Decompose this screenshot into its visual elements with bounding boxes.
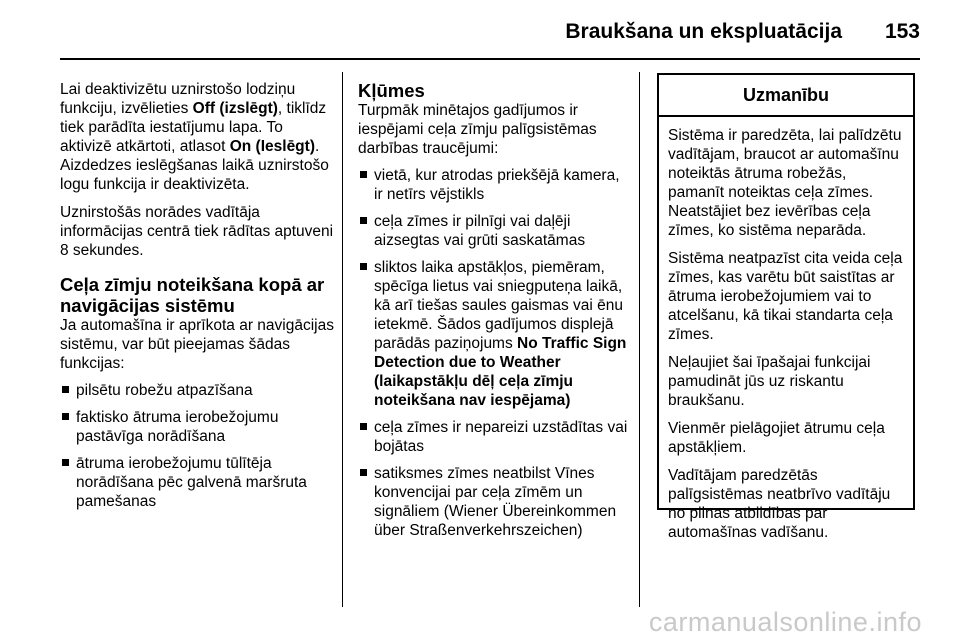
column-middle (358, 80, 628, 548)
popup-duration-paragraph: Uznirstošās norādes vadītāja informācijas centrā tiek rādītas aptuveni 8 sekundes. (60, 204, 334, 259)
column-divider-right (639, 72, 640, 607)
list-item: satiksmes zīmes neatbilst Vīnes konvencijai par ceļa zīmēm un signāliem (Wiener Übereinkommen über Straßenverkehrszeichen) (358, 464, 628, 540)
weather-message: No Traffic Sign Detection due to Weather (laikapstākļu dēļ ceļa zīmju noteikšana nav iespējama) (374, 335, 627, 409)
column-divider-left (342, 72, 343, 607)
list-item: ceļa zīmes ir pilnīgi vai daļēji aizsegtas vai grūti saskatāmas (358, 212, 628, 250)
page-number: 153 (884, 20, 920, 43)
section-intro: Ja automašīna ir aprīkota ar navigācijas sistēmu, var būt pieejamas šādas funkcijas: (60, 317, 334, 372)
warning-body (659, 117, 913, 542)
list-item: ātruma ierobežojumu tūlītēja norādīšana pēc galvenā maršruta pamešanas (60, 454, 335, 511)
warning-box (657, 73, 915, 541)
list-item: ceļa zīmes ir nepareizi uzstādītas vai bojātas (358, 418, 628, 456)
watermark: carmanualsonline.info (648, 607, 922, 637)
bullet-square-icon (360, 263, 367, 270)
popup-deactivation-paragraph: Lai deaktivizētu uznirstošo lodziņu funkciju, izvēlieties Off (izslēgt), tiklīdz tiek parādīta iestatījumu lapa. To aktivizē atkārtoti, atlasot On (Ieslēgt). Aizdedzes ieslēgšanas laikā uznirstošo logu funkcija ir deaktivizēta. (60, 81, 329, 193)
bullet-square-icon (360, 217, 367, 224)
list-item: pilsētu robežu atpazīšana (60, 381, 335, 400)
list-item: sliktos laika apstākļos, piemēram, spēcīga lietus vai sniegputeņa laikā, kā arī tiešas saules gaismas vai ēnu ietekmē. Šādos gadījumos displejā parādās paziņojums No Traffic Sign Detection due to Weather (laikapstākļu dēļ ceļa zīmju noteikšana nav iespējama) (358, 258, 628, 410)
warning-paragraph: Neļaujiet šai īpašajai funkcijai pamudināt jūs uz riskantu braukšanu. (668, 354, 871, 409)
bullet-square-icon (360, 171, 367, 178)
column-left (60, 80, 335, 519)
header-divider (60, 58, 920, 60)
bullet-square-icon (62, 459, 69, 466)
list-item: faktisko ātruma ierobežojumu pastāvīga norādīšana (60, 408, 335, 446)
page-header (0, 0, 960, 60)
navigation-features-list (60, 381, 335, 511)
bullet-square-icon (62, 386, 69, 393)
list-item: vietā, kur atrodas priekšējā kamera, ir netīrs vējstikls (358, 166, 628, 204)
bullet-square-icon (62, 413, 69, 420)
bullet-square-icon (360, 423, 367, 430)
warning-paragraph: Vadītājam paredzētās palīgsistēmas neatbrīvo vadītāju no pilnas atbildības par automašīnas vadīšanu. (668, 467, 891, 541)
warning-paragraph: Sistēma neatpazīst cita veida ceļa zīmes, kas varētu būt saistītas ar ātruma ierobežojumiem vai to atcelšanu, kā tikai standarta ceļa zīmes. (668, 250, 903, 343)
warning-paragraph: Sistēma ir paredzēta, lai palīdzētu vadītājam, braucot ar automašīnu noteiktās ātruma robežās, pamanīt noteiktas ceļa zīmes. Neatstājiet bez ievērības ceļa zīmes, ko sistēma neparāda. (668, 127, 902, 239)
section-title-navigation: Ceļa zīmju noteikšana kopā ar navigācijas sistēmu (60, 274, 325, 316)
faults-list (358, 166, 628, 540)
faults-intro: Turpmāk minētajos gadījumos ir iespējami ceļa zīmju palīgsistēmas darbības traucējumi: (358, 102, 597, 157)
warning-title: Uzmanību (659, 75, 913, 117)
header-title: Braukšana un ekspluatācija (565, 20, 842, 43)
section-title-faults: Kļūmes (358, 80, 425, 101)
warning-paragraph: Vienmēr pielāgojiet ātrumu ceļa apstākļiem. (668, 420, 885, 456)
bullet-square-icon (360, 469, 367, 476)
on-option: On (Ieslēgt) (229, 138, 315, 155)
off-option: Off (izslēgt) (192, 100, 278, 117)
